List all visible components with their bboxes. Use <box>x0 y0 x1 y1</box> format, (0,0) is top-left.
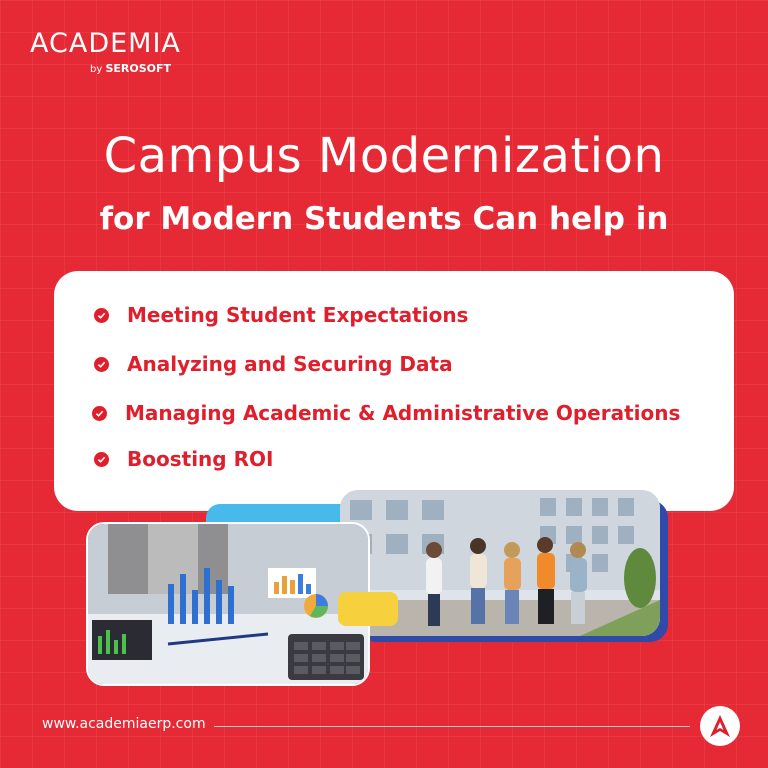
benefit-item <box>94 300 468 330</box>
logo-wordmark: ACADEMIA <box>30 28 181 59</box>
check-circle-icon <box>92 406 107 421</box>
analytics-photo <box>86 522 370 686</box>
decorative-yellow-box <box>338 592 398 626</box>
benefit-item <box>92 398 680 428</box>
benefit-label: Managing Academic & Administrative Operations <box>125 401 681 425</box>
website-link[interactable]: www.academiaerp.com <box>42 716 206 732</box>
logo-by-text: by <box>90 64 103 75</box>
check-circle-icon <box>94 357 109 372</box>
academia-a-icon[interactable] <box>700 706 740 746</box>
benefit-label: Boosting ROI <box>127 447 274 471</box>
logo-tagline <box>90 62 171 75</box>
logo-company-text: SEROSOFT <box>105 62 172 75</box>
page-subtitle: for Modern Students Can help in <box>99 201 669 237</box>
benefits-card <box>54 271 734 511</box>
benefit-item <box>94 349 453 379</box>
check-circle-icon <box>94 452 109 467</box>
footer-divider <box>214 726 690 727</box>
benefit-label: Analyzing and Securing Data <box>127 352 453 376</box>
check-circle-icon <box>94 308 109 323</box>
academia-logo[interactable] <box>30 28 181 75</box>
benefit-label: Meeting Student Expectations <box>127 303 469 327</box>
page-title: Campus Modernization <box>103 128 665 184</box>
benefit-item <box>94 444 273 474</box>
